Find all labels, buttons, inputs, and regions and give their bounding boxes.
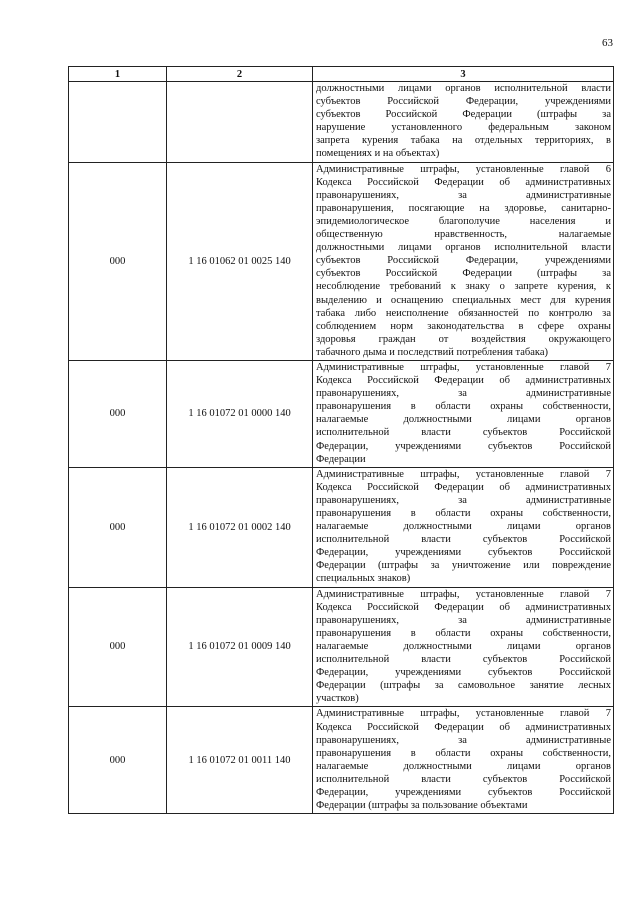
- description-line: Административные штрафы, установленные главой 7: [316, 588, 611, 600]
- column-header-3: 3: [313, 67, 614, 82]
- description-line: исполнительной власти субъектов Российской: [316, 534, 611, 546]
- description-line: должностными лицами органов исполнительной власти: [316, 83, 611, 94]
- description-line: правонарушения, посягающие на здоровье, санитарно-: [316, 202, 611, 214]
- description-line: правонарушения в области охраны собственности,: [316, 747, 611, 759]
- description-line: исполнительной власти субъектов Российской: [316, 427, 611, 439]
- budget-classification-code-cell: 1 16 01062 01 0025 140: [167, 162, 313, 360]
- description-line: Федерации (штрафы за самовольное занятие лесных: [316, 680, 611, 692]
- description-line: Кодекса Российской Федерации об административных: [316, 601, 611, 613]
- table-row: [69, 162, 614, 360]
- table-header-row: [69, 67, 614, 82]
- table-row: [69, 82, 614, 163]
- description-line: правонарушениях, за административные: [316, 189, 611, 201]
- description-line: правонарушения в области охраны собственности,: [316, 401, 611, 413]
- column-header-2: 2: [167, 67, 313, 82]
- description-line: исполнительной власти субъектов Российской: [316, 654, 611, 666]
- admin-code-cell: 000: [69, 162, 167, 360]
- description-line: правонарушениях, за административные: [316, 614, 611, 626]
- description-line: Федерации, учреждениями субъектов Российской: [316, 440, 611, 452]
- description-line: табака либо неисполнение обязанностей по контролю за: [316, 307, 611, 319]
- description-line: несоблюдение требований к знаку о запрете курения, к: [316, 281, 611, 293]
- description-line: Федерации (штрафы за пользование объектами: [316, 800, 528, 812]
- description-line: Федерации, учреждениями субъектов Российской: [316, 547, 611, 559]
- description-cell: [313, 467, 614, 587]
- description-line: Кодекса Российской Федерации об административных: [316, 721, 611, 733]
- description-line: Федерации (штрафы за уничтожение или повреждение: [316, 560, 611, 572]
- description-line: соблюдением норм законодательства в сфере охраны: [316, 320, 611, 332]
- description-line: налагаемые должностными лицами органов: [316, 640, 611, 652]
- description-line: Кодекса Российской Федерации об административных: [316, 375, 611, 387]
- description-line: выделению и оснащению специальных мест для курения: [316, 294, 611, 306]
- description-line: помещениях и на объектах): [316, 148, 440, 160]
- admin-code-cell: 000: [69, 467, 167, 587]
- description-line: исполнительной власти субъектов Российской: [316, 773, 611, 785]
- description-line: налагаемые должностными лицами органов: [316, 760, 611, 772]
- budget-classification-code-cell: 1 16 01072 01 0009 140: [167, 587, 313, 707]
- description-line: участков): [316, 693, 359, 705]
- description-line: Федерации, учреждениями субъектов Российской: [316, 786, 611, 798]
- description-line: налагаемые должностными лицами органов: [316, 521, 611, 533]
- description-line: правонарушения в области охраны собственности,: [316, 627, 611, 639]
- description-line: правонарушениях, за административные: [316, 494, 611, 506]
- description-line: Кодекса Российской Федерации об административных: [316, 481, 611, 493]
- admin-code-cell: 000: [69, 707, 167, 814]
- description-line: Административные штрафы, установленные главой 7: [316, 708, 611, 720]
- admin-code-cell: [69, 82, 167, 163]
- table-row: [69, 707, 614, 814]
- budget-classification-code-cell: 1 16 01072 01 0011 140: [167, 707, 313, 814]
- column-header-1: 1: [69, 67, 167, 82]
- page-number: 63: [602, 37, 613, 49]
- description-line: Административные штрафы, установленные главой 6: [316, 163, 611, 175]
- description-line: специальных знаков): [316, 573, 411, 585]
- budget-classification-code-cell: 1 16 01072 01 0002 140: [167, 467, 313, 587]
- budget-codes-table: [68, 66, 614, 814]
- description-line: Федерации, учреждениями субъектов Российской: [316, 667, 611, 679]
- description-line: субъектов Российской Федерации (штрафы за: [316, 109, 611, 121]
- description-line: налагаемые должностными лицами органов: [316, 414, 611, 426]
- description-line: здоровья граждан от воздействия окружающего: [316, 333, 611, 345]
- description-line: субъектов Российской Федерации, учреждениями: [316, 96, 611, 108]
- description-line: запрета курения табака на отдельных территориях, в: [316, 135, 611, 147]
- description-line: Кодекса Российской Федерации об административных: [316, 176, 611, 188]
- description-line: эпидемиологическое благополучие населения и: [316, 215, 611, 227]
- description-cell: [313, 707, 614, 814]
- description-line: правонарушения в области охраны собственности,: [316, 508, 611, 519]
- description-line: нарушение установленного федеральным законом: [316, 122, 611, 134]
- description-line: должностными лицами органов исполнительной власти: [316, 242, 611, 254]
- description-cell: [313, 162, 614, 360]
- table-row: [69, 587, 614, 707]
- description-line: общественную нравственность, налагаемые: [316, 229, 611, 241]
- description-line: правонарушениях, за административные: [316, 388, 611, 400]
- description-cell: [313, 587, 614, 707]
- table-row: [69, 360, 614, 467]
- description-line: субъектов Российской Федерации, учреждениями: [316, 255, 611, 267]
- description-cell: [313, 360, 614, 467]
- description-line: Административные штрафы, установленные главой 7: [316, 468, 611, 480]
- description-line: табачного дыма и последствий потребления табака): [316, 346, 549, 358]
- description-line: субъектов Российской Федерации (штрафы за: [316, 268, 611, 280]
- description-line: Федерации: [316, 453, 366, 465]
- admin-code-cell: 000: [69, 587, 167, 707]
- table-row: [69, 467, 614, 587]
- description-line: правонарушениях, за административные: [316, 734, 611, 746]
- description-line: Административные штрафы, установленные главой 7: [316, 361, 611, 373]
- description-cell: [313, 82, 614, 163]
- budget-classification-code-cell: [167, 82, 313, 163]
- budget-classification-code-cell: 1 16 01072 01 0000 140: [167, 360, 313, 467]
- admin-code-cell: 000: [69, 360, 167, 467]
